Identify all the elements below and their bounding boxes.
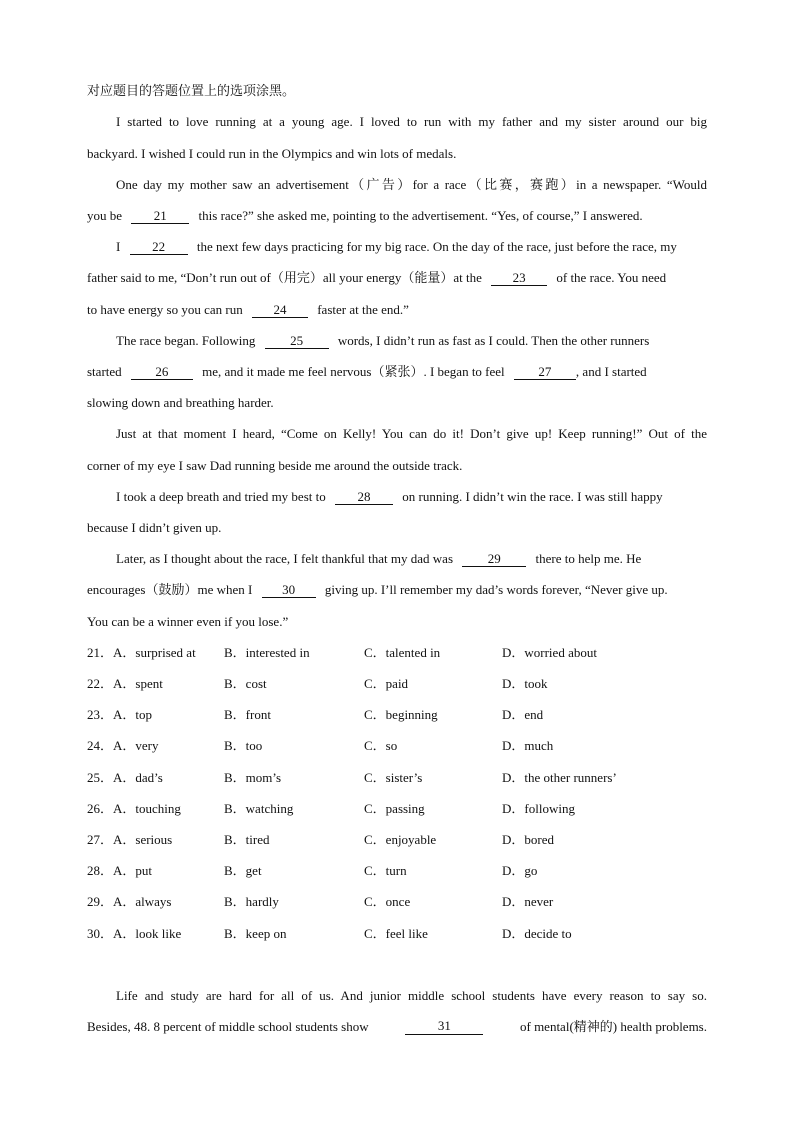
- option-d: D．go: [502, 863, 538, 878]
- text-segment: Later, as I thought about the race, I felt thankful that my dad was: [116, 551, 454, 566]
- passage-line: [116, 239, 707, 255]
- option-b: B．watching: [224, 801, 294, 816]
- option-d: D．took: [502, 676, 548, 691]
- option-c: C．once: [364, 894, 411, 909]
- text-segment: of mental(精神的) health problems.: [519, 1019, 707, 1034]
- option-d: D．much: [502, 738, 554, 753]
- option-b: B．tired: [224, 832, 270, 847]
- text-segment: , and I started: [575, 364, 647, 379]
- text-segment: giving up. I’ll remember my dad’s words forever, “Never give up.: [324, 582, 668, 597]
- option-b: B．front: [224, 707, 271, 722]
- passage-line: slowing down and breathing harder.: [87, 395, 274, 410]
- option-b: B．keep on: [224, 926, 287, 941]
- text-segment: I took a deep breath and tried my best to: [116, 489, 326, 504]
- text-segment: to have energy so you can run: [87, 302, 243, 317]
- question-options-21: [87, 645, 707, 661]
- option-c: C．so: [364, 738, 398, 753]
- option-c: C．sister’s: [364, 770, 423, 785]
- blank-24: 24: [252, 303, 308, 318]
- question-options-30: [87, 926, 707, 942]
- text-segment: on running. I didn’t win the race. I was still happy: [402, 489, 663, 504]
- option-a: 21．A．surprised at: [87, 645, 196, 660]
- option-a: 28．A．put: [87, 863, 153, 878]
- passage-line: You can be a winner even if you lose.”: [87, 614, 289, 629]
- passage-line: [116, 489, 707, 505]
- text-segment: Besides, 48. 8 percent of middle school students show: [87, 1019, 369, 1034]
- passage-line: [87, 582, 707, 598]
- blank-27: 27: [514, 365, 576, 380]
- option-c: C．talented in: [364, 645, 441, 660]
- text-segment: me, and it made me feel nervous（紧张）. I began to feel: [202, 364, 505, 379]
- option-d: D．never: [502, 894, 554, 909]
- blank-25: 25: [265, 334, 329, 349]
- option-b: B．interested in: [224, 645, 310, 660]
- blank-21: 21: [131, 209, 189, 224]
- passage-line: backyard. I wished I could run in the Olympics and win lots of medals.: [87, 146, 457, 161]
- text-segment: father said to me, “Don’t run out of（用完）all your energy（能量）at the: [87, 270, 482, 285]
- option-d: D．bored: [502, 832, 554, 847]
- blank-28: 28: [335, 490, 393, 505]
- question-options-24: [87, 738, 707, 754]
- question-options-29: [87, 894, 707, 910]
- option-a: 24．A．very: [87, 738, 159, 753]
- option-c: C．feel like: [364, 926, 428, 941]
- passage-line: [87, 302, 707, 318]
- passage-line: Life and study are hard for all of us. And junior middle school students have every reason to say so.: [116, 988, 707, 1003]
- blank-29: 29: [462, 552, 526, 567]
- passage-line: [87, 270, 707, 286]
- text-segment: started: [87, 364, 122, 379]
- option-b: B．cost: [224, 676, 267, 691]
- passage-line: One day my mother saw an advertisement（广告）for a race（比赛，赛跑）in a newspaper. “Would: [116, 177, 707, 192]
- option-c: C．paid: [364, 676, 409, 691]
- blank-26: 26: [131, 365, 193, 380]
- option-c: C．turn: [364, 863, 407, 878]
- option-b: B．get: [224, 863, 262, 878]
- option-a: 27．A．serious: [87, 832, 173, 847]
- question-options-22: [87, 676, 707, 692]
- option-b: B．mom’s: [224, 770, 282, 785]
- passage-line: [87, 208, 707, 224]
- option-a: 25．A．dad’s: [87, 770, 163, 785]
- option-d: D．end: [502, 707, 544, 722]
- text-segment: The race began. Following: [116, 333, 256, 348]
- option-b: B．hardly: [224, 894, 279, 909]
- text-segment: this race?” she asked me, pointing to the advertisement. “Yes, of course,” I answered.: [198, 208, 643, 223]
- blank-23: 23: [491, 271, 547, 286]
- passage-line: because I didn’t given up.: [87, 520, 222, 535]
- option-c: C．passing: [364, 801, 425, 816]
- question-options-25: [87, 770, 707, 786]
- passage-line: I started to love running at a young age. I loved to run with my father and my sister around our big: [116, 114, 707, 129]
- passage-line: [87, 1019, 707, 1035]
- option-a: 22．A．spent: [87, 676, 163, 691]
- option-c: C．beginning: [364, 707, 438, 722]
- passage-line: [116, 551, 707, 567]
- option-a: 30．A．look like: [87, 926, 182, 941]
- option-c: C．enjoyable: [364, 832, 437, 847]
- option-d: D．the other runners’: [502, 770, 617, 785]
- option-a: 26．A．touching: [87, 801, 181, 816]
- option-b: B．too: [224, 738, 263, 753]
- text-segment: words, I didn’t run as fast as I could. Then the other runners: [337, 333, 650, 348]
- text-segment: faster at the end.”: [317, 302, 409, 317]
- option-a: 23．A．top: [87, 707, 153, 722]
- text-segment: of the race. You need: [556, 270, 667, 285]
- text-segment: there to help me. He: [535, 551, 642, 566]
- text-segment: I: [116, 239, 121, 254]
- question-options-26: [87, 801, 707, 817]
- blank-30: 30: [262, 583, 316, 598]
- passage-line: corner of my eye I saw Dad running beside me around the outside track.: [87, 458, 463, 473]
- passage-line: [87, 364, 707, 380]
- question-options-27: [87, 832, 707, 848]
- text-segment: the next few days practicing for my big race. On the day of the race, just before the race, my: [196, 239, 677, 254]
- intro-line: 对应题目的答题位置上的选项涂黑。: [87, 83, 296, 98]
- text-segment: you be: [87, 208, 123, 223]
- passage-line: [116, 333, 707, 349]
- option-d: D．worried about: [502, 645, 597, 660]
- option-a: 29．A．always: [87, 894, 172, 909]
- option-d: D．following: [502, 801, 575, 816]
- blank-22: 22: [130, 240, 188, 255]
- text-segment: encourages（鼓励）me when I: [87, 582, 253, 597]
- question-options-28: [87, 863, 707, 879]
- option-d: D．decide to: [502, 926, 572, 941]
- blank-31: 31: [405, 1019, 483, 1035]
- question-options-23: [87, 707, 707, 723]
- passage-line: Just at that moment I heard, “Come on Kelly! You can do it! Don’t give up! Keep running!” Out of the: [116, 426, 707, 441]
